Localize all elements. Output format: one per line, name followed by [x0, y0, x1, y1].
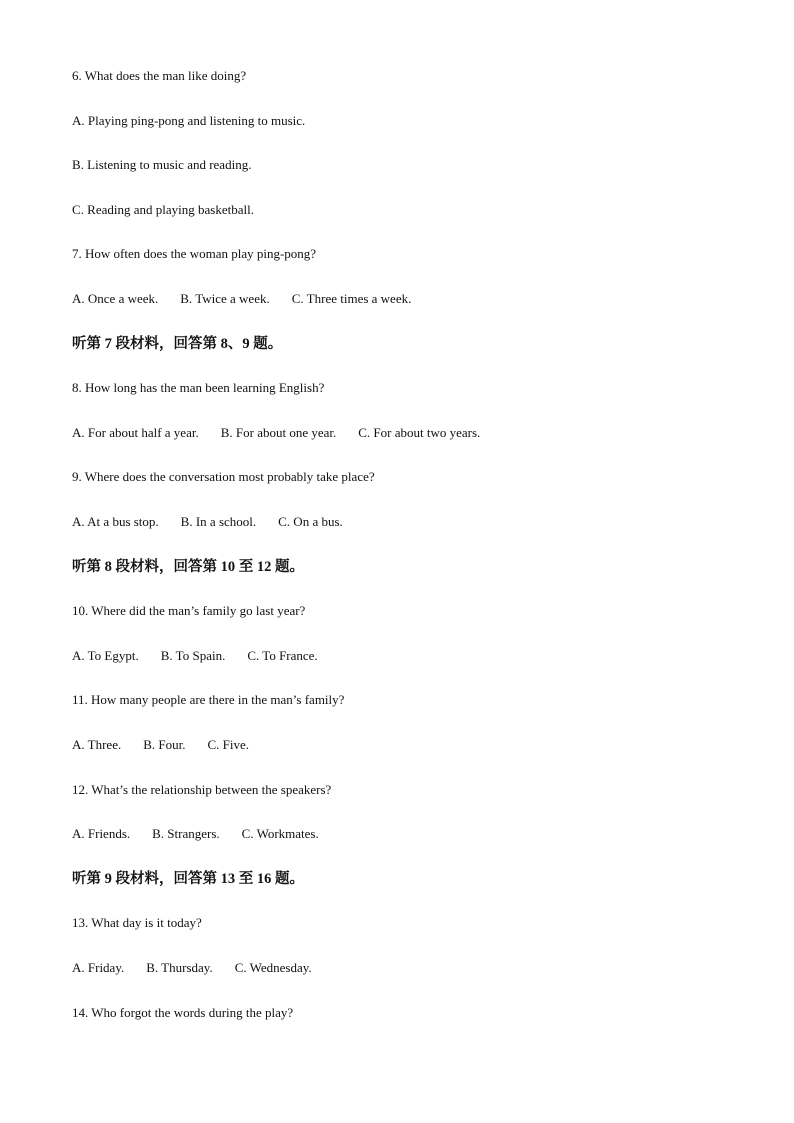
- answer-option: B. For about one year.: [220, 425, 337, 440]
- answer-option: C. For about two years.: [358, 425, 481, 440]
- answer-option: C. Three times a week.: [291, 291, 412, 306]
- answer-options-row: [72, 514, 343, 530]
- question-line: C. Reading and playing basketball.: [72, 202, 254, 217]
- answer-options-row: [72, 425, 480, 441]
- question-line: 10. Where did the man’s family go last year?: [72, 603, 306, 618]
- answer-options-row: [72, 826, 319, 842]
- answer-option: B. Strangers.: [152, 826, 220, 841]
- answer-option: A. To Egypt.: [72, 648, 139, 663]
- answer-option: A. Friends.: [72, 826, 131, 841]
- question-line: 6. What does the man like doing?: [72, 68, 247, 83]
- question-line: 11. How many people are there in the man’s family?: [72, 692, 345, 707]
- question-line: 12. What’s the relationship between the speakers?: [72, 782, 332, 797]
- answer-options-row: [72, 648, 318, 664]
- answer-option: A. Three.: [72, 737, 122, 752]
- section-heading: 听第 7 段材料，回答第 8、9 题。: [72, 336, 283, 352]
- answer-option: B. Twice a week.: [180, 291, 270, 306]
- answer-option: A. For about half a year.: [72, 425, 199, 440]
- answer-option: A. Once a week.: [72, 291, 159, 306]
- answer-option: C. Wednesday.: [234, 960, 312, 975]
- answer-options-row: [72, 960, 312, 976]
- answer-option: B. Four.: [143, 737, 186, 752]
- answer-option: A. At a bus stop.: [72, 514, 159, 529]
- section-heading: 听第 9 段材料，回答第 13 至 16 题。: [72, 871, 304, 887]
- section-heading: 听第 8 段材料，回答第 10 至 12 题。: [72, 559, 304, 575]
- question-line: 9. Where does the conversation most probably take place?: [72, 469, 375, 484]
- question-line: 13. What day is it today?: [72, 915, 202, 930]
- answer-option: C. On a bus.: [278, 514, 343, 529]
- question-line: B. Listening to music and reading.: [72, 157, 252, 172]
- question-line: 7. How often does the woman play ping-pong?: [72, 246, 317, 261]
- answer-option: B. In a school.: [180, 514, 257, 529]
- answer-option: C. To France.: [247, 648, 318, 663]
- question-line: 14. Who forgot the words during the play?: [72, 1005, 294, 1020]
- answer-option: A. Friday.: [72, 960, 125, 975]
- answer-option: C. Workmates.: [241, 826, 319, 841]
- question-line: 8. How long has the man been learning English?: [72, 380, 325, 395]
- answer-option: B. Thursday.: [146, 960, 213, 975]
- answer-option: B. To Spain.: [160, 648, 226, 663]
- answer-options-row: [72, 291, 411, 307]
- answer-options-row: [72, 737, 249, 753]
- question-line: A. Playing ping-pong and listening to music.: [72, 113, 306, 128]
- answer-option: C. Five.: [207, 737, 250, 752]
